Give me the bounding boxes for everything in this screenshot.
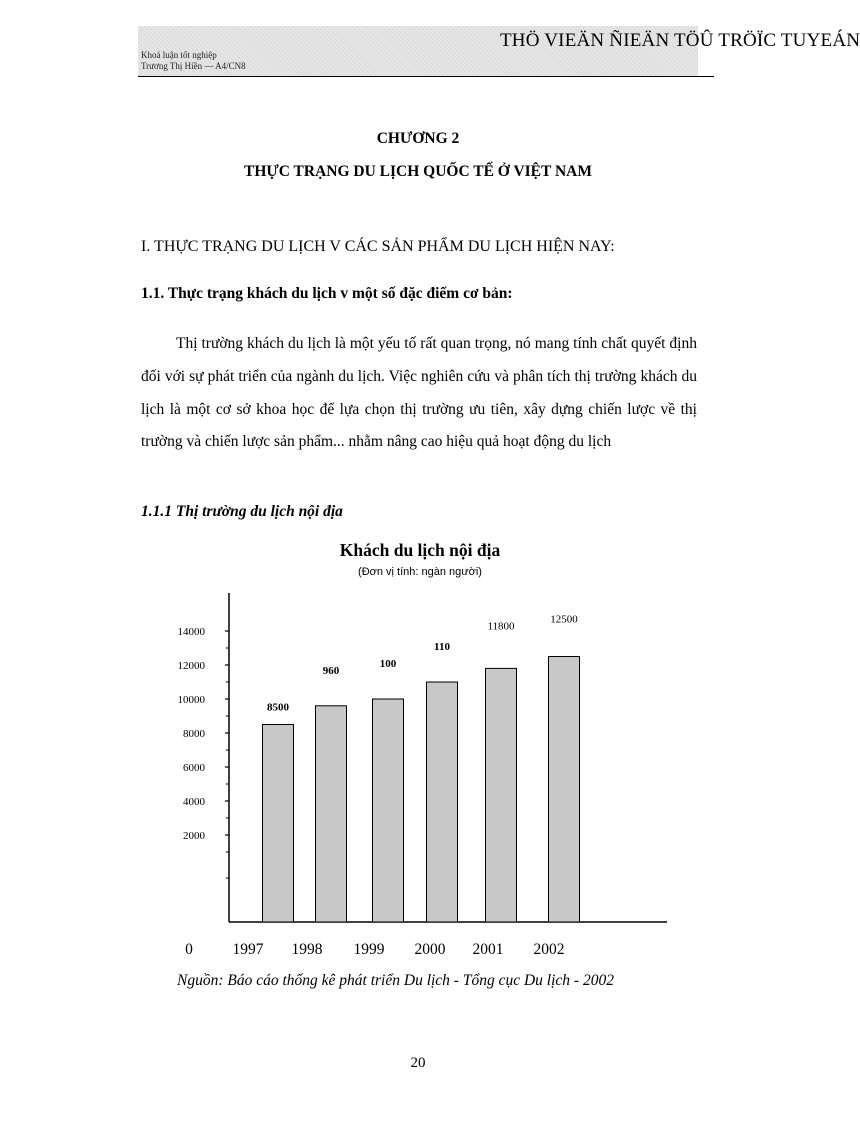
x-origin-label: 0	[185, 941, 193, 958]
bar-2001	[486, 668, 517, 922]
y-tick-label: 6000	[183, 762, 205, 774]
section-heading: I. THỰC TRẠNG DU LỊCH V CÁC SẢN PHẨM DU LỊCH HIỆN NAY:	[141, 238, 615, 255]
bar-1997	[263, 725, 294, 923]
source-note: Nguồn: Báo cáo thống kê phát triển Du lịch - Tổng cục Du lịch - 2002	[177, 972, 614, 989]
y-tick-label: 12000	[177, 660, 205, 672]
header-author: Trương Thị Hiền — A4/CN8	[141, 61, 246, 71]
subsection-heading: 1.1. Thực trạng khách du lịch v một số đặc điểm cơ bản:	[141, 285, 513, 302]
data-label-2001: 11800	[487, 620, 515, 633]
page-number: 20	[410, 1055, 426, 1071]
x-tick-label-1998: 1998	[291, 941, 323, 958]
header-library-title: THÖ VIEÄN ÑIEÄN TÖÛ TRÖÏC TUYEÁN	[500, 30, 860, 51]
data-label-1999: 100	[379, 658, 397, 670]
chapter-number: CHƯƠNG 2	[376, 130, 460, 147]
subsubsection-heading: 1.1.1 Thị trường du lịch nội địa	[141, 503, 343, 520]
bar-2002	[549, 657, 580, 923]
bar-2000	[427, 682, 458, 922]
header-thesis-label: Khoá luận tốt nghiệp	[141, 50, 217, 60]
x-tick-label-2000: 2000	[414, 941, 446, 958]
y-tick-label: 4000	[183, 796, 205, 808]
data-label-2002: 12500	[550, 613, 578, 626]
chapter-title: THỰC TRẠNG DU LỊCH QUỐC TẾ Ở VIỆT NAM	[244, 163, 592, 180]
data-label-2000: 110	[434, 641, 450, 653]
y-tick-label: 8000	[183, 728, 205, 740]
chart-title: Khách du lịch nội địa	[339, 540, 501, 560]
x-tick-label-1999: 1999	[353, 941, 385, 958]
y-tick-label: 10000	[177, 694, 205, 706]
data-label-1997: 8500	[267, 701, 289, 714]
bar-1999	[373, 699, 404, 922]
y-tick-label: 2000	[183, 830, 205, 842]
x-tick-label-2001: 2001	[472, 941, 504, 958]
x-tick-label-1997: 1997	[232, 941, 264, 958]
bar-1998	[316, 706, 347, 922]
x-tick-label-2002: 2002	[533, 941, 565, 958]
data-label-1998: 960	[322, 664, 340, 677]
body-paragraph: Thị trường khách du lịch là một yếu tố rất quan trọng, nó mang tính chất quyết định đối với sự phát triển của ngành du lịch. Việc nghiên cứu và phân tích thị trường khách du lịch là một cơ sở khoa học để lựa chọn thị trường ưu tiên, xây dựng chiến lược về thị trường và chiến lược sản phẩm... nhằm nâng cao hiệu quả hoạt động du lịch	[141, 335, 697, 451]
chart-subtitle: (Đơn vị tính: ngàn người)	[358, 566, 482, 578]
y-tick-label: 14000	[177, 626, 205, 638]
